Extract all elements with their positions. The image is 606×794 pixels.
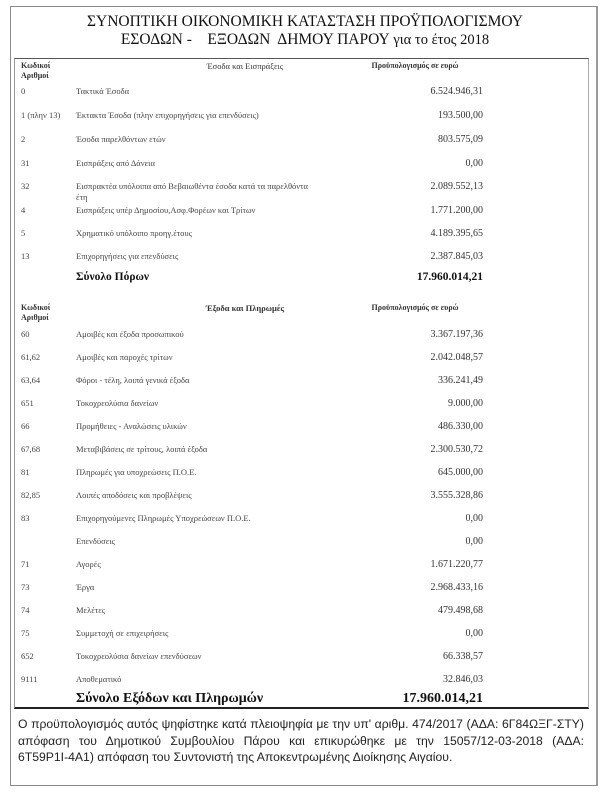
- row-description: Εισπρακτέα υπόλοιπα από Βεβαιωθέντα έσοδα κατά τα παρελθόντα έτη: [76, 181, 309, 202]
- row-code: 66: [21, 421, 30, 431]
- row-amount: 3.367.197,36: [430, 329, 483, 340]
- row-code: 5: [21, 228, 26, 238]
- revenue-header-amount: Προϋπολογισμός σε ευρώ: [371, 61, 459, 70]
- row-code: 63,64: [21, 375, 41, 385]
- row-code: 71: [21, 559, 30, 569]
- title-line-2-main: ΕΣΟΔΩΝ - ΕΞΟΔΩΝ ΔΗΜΟΥ ΠΑΡΟΥ: [120, 31, 390, 48]
- expenses-header-code: Κωδικοί Αριθμοί: [21, 303, 51, 322]
- row-amount: 803.575,09: [438, 134, 483, 145]
- row-description: Τοκοχρεολύσια δανείων επενδύσεων: [76, 651, 202, 661]
- row-amount: 6.524.946,31: [430, 86, 483, 97]
- row-description: Αμοιβές και έξοδα προσωπικού: [76, 329, 184, 339]
- row-code: 652: [21, 651, 34, 661]
- row-amount: 4.189.395,65: [430, 228, 483, 239]
- title-line-1: ΣΥΝΟΠΤΙΚΗ ΟΙΚΟΝΟΜΙΚΗ ΚΑΤΑΣΤΑΣΗ ΠΡΟΫΠΟΛΟΓΙΣΜΟΥ: [86, 13, 523, 30]
- row-code: 651: [21, 398, 34, 408]
- row-amount: 0,00: [465, 536, 483, 547]
- row-description: Προμήθειες - Αναλώσεις υλικών: [76, 421, 187, 431]
- row-description: Λοιπές αποδόσεις και προβλέψεις: [76, 490, 192, 500]
- row-amount: 0,00: [465, 628, 483, 639]
- row-code: 0: [21, 86, 26, 96]
- row-code: 4: [21, 205, 26, 215]
- row-amount: 2.387.845,03: [430, 251, 483, 262]
- row-description: Φόροι - τέλη, λοιπά γενικά έξοδα: [76, 375, 190, 385]
- row-description: Επενδύσεις: [76, 536, 115, 546]
- row-amount: 2.968.433,16: [430, 582, 483, 593]
- row-amount: 479.498,68: [438, 605, 483, 616]
- revenue-total-label: Σύνολο Πόρων: [76, 271, 150, 283]
- row-description: Επιχορηγήσεις για επενδύσεις: [76, 251, 179, 261]
- row-amount: 2.300.530,72: [430, 444, 483, 455]
- expenses-total-amount: 17.960.014,21: [402, 691, 483, 706]
- row-description: Πληρωμές για υποχρεώσεις Π.Ο.Ε.: [76, 467, 197, 477]
- row-code: 75: [21, 628, 30, 638]
- row-amount: 2.042.048,57: [430, 352, 483, 363]
- row-amount: 1.671.220,77: [430, 559, 483, 570]
- revenue-header-description: Έσοδα και Εισπράξεις: [206, 61, 284, 71]
- row-amount: 66.338,57: [443, 651, 483, 662]
- row-code: 61,62: [21, 352, 41, 362]
- row-code: 32: [21, 181, 30, 191]
- revenue-header-code: Κωδικοί Αριθμοί: [21, 61, 51, 80]
- expenses-header-amount: Προϋπολογισμός σε ευρώ: [371, 303, 459, 312]
- row-description: Εισπράξεις από Δάνεια: [76, 158, 155, 168]
- revenue-total-amount: 17.960.014,21: [416, 271, 483, 283]
- document-title: [11, 13, 599, 49]
- row-amount: 645.000,00: [438, 467, 483, 478]
- row-description: Επιχορηγούμενες Πληρωμές Υποχρεώσεων Π.Ο.Ε.: [76, 513, 251, 523]
- row-code: 74: [21, 605, 30, 615]
- row-description: Αμοιβές και παροχές τρίτων: [76, 352, 173, 362]
- row-description: Έργα: [76, 582, 95, 592]
- row-code: 1 (πλην 13): [21, 110, 61, 120]
- row-amount: 486.330,00: [438, 421, 483, 432]
- row-description: Συμμετοχή σε επιχειρήσεις: [76, 628, 169, 638]
- row-description: Αποθεματικό: [76, 674, 122, 684]
- row-amount: 0,00: [465, 513, 483, 524]
- row-code: 82,85: [21, 490, 41, 500]
- row-description: Τακτικά Έσοδα: [76, 86, 130, 96]
- row-description: Έσοδα παρελθόντων ετών: [76, 134, 166, 144]
- row-code: 83: [21, 513, 30, 523]
- row-amount: 2.089.552,13: [430, 181, 483, 192]
- row-code: 31: [21, 158, 30, 168]
- row-description: Αγορές: [76, 559, 101, 569]
- row-amount: 32.846,03: [443, 674, 483, 685]
- row-description: Εισπράξεις υπέρ Δημοσίου,Ασφ.Φορέων και Τρίτων: [76, 205, 256, 215]
- row-description: Χρηματικό υπόλοιπο προηγ.έτους: [76, 228, 193, 238]
- row-code: 60: [21, 329, 30, 339]
- row-code: 13: [21, 251, 30, 261]
- row-code: 67,68: [21, 444, 41, 454]
- row-description: Μεταβιβάσεις σε τρίτους, λοιπά έξοδα: [76, 444, 208, 454]
- row-code: 2: [21, 134, 26, 144]
- row-amount: 9.000,00: [448, 398, 483, 409]
- budget-table: [14, 58, 589, 709]
- expenses-header-description: Έξοδα και Πληρωμές: [205, 303, 285, 313]
- row-code: 73: [21, 582, 30, 592]
- row-description: Μελέτες: [76, 605, 106, 615]
- row-description: Έκτακτα Έσοδα (πλην επιχορηγήσεις για επενδύσεις): [76, 110, 259, 120]
- title-line-2-year: για το έτος 2018: [389, 32, 490, 48]
- row-description: Τοκοχρεολύσια δανείων: [76, 398, 159, 408]
- row-amount: 0,00: [465, 158, 483, 169]
- title-line-2: [11, 31, 599, 49]
- expenses-total-label: Σύνολο Εξόδων και Πληρωμών: [76, 691, 264, 706]
- approval-footnote: Ο προϋπολογισμός αυτός ψηφίστηκε κατά πλειοψηφία με την υπ' αριθμ. 474/2017 (ΑΔΑ: 6Γ84ΩΞΓ-ΣΤΥ) απόφαση του Δημοτικού Συμβουλίου Πάρου και επικυρώθηκε με την 15057/12-03-2018 (ΑΔΑ: 6Τ59Ρ1Ι-4Α1) απόφαση του Συντονιστή της Αποκεντρωμένης Διοίκησης Αιγαίου.: [18, 717, 584, 764]
- row-amount: 1.771.200,00: [430, 205, 483, 216]
- row-amount: 193.500,00: [438, 110, 483, 121]
- row-amount: 3.555.328,86: [430, 490, 483, 501]
- row-amount: 336.241,49: [438, 375, 483, 386]
- row-code: 81: [21, 467, 30, 477]
- row-code: 9111: [21, 674, 38, 684]
